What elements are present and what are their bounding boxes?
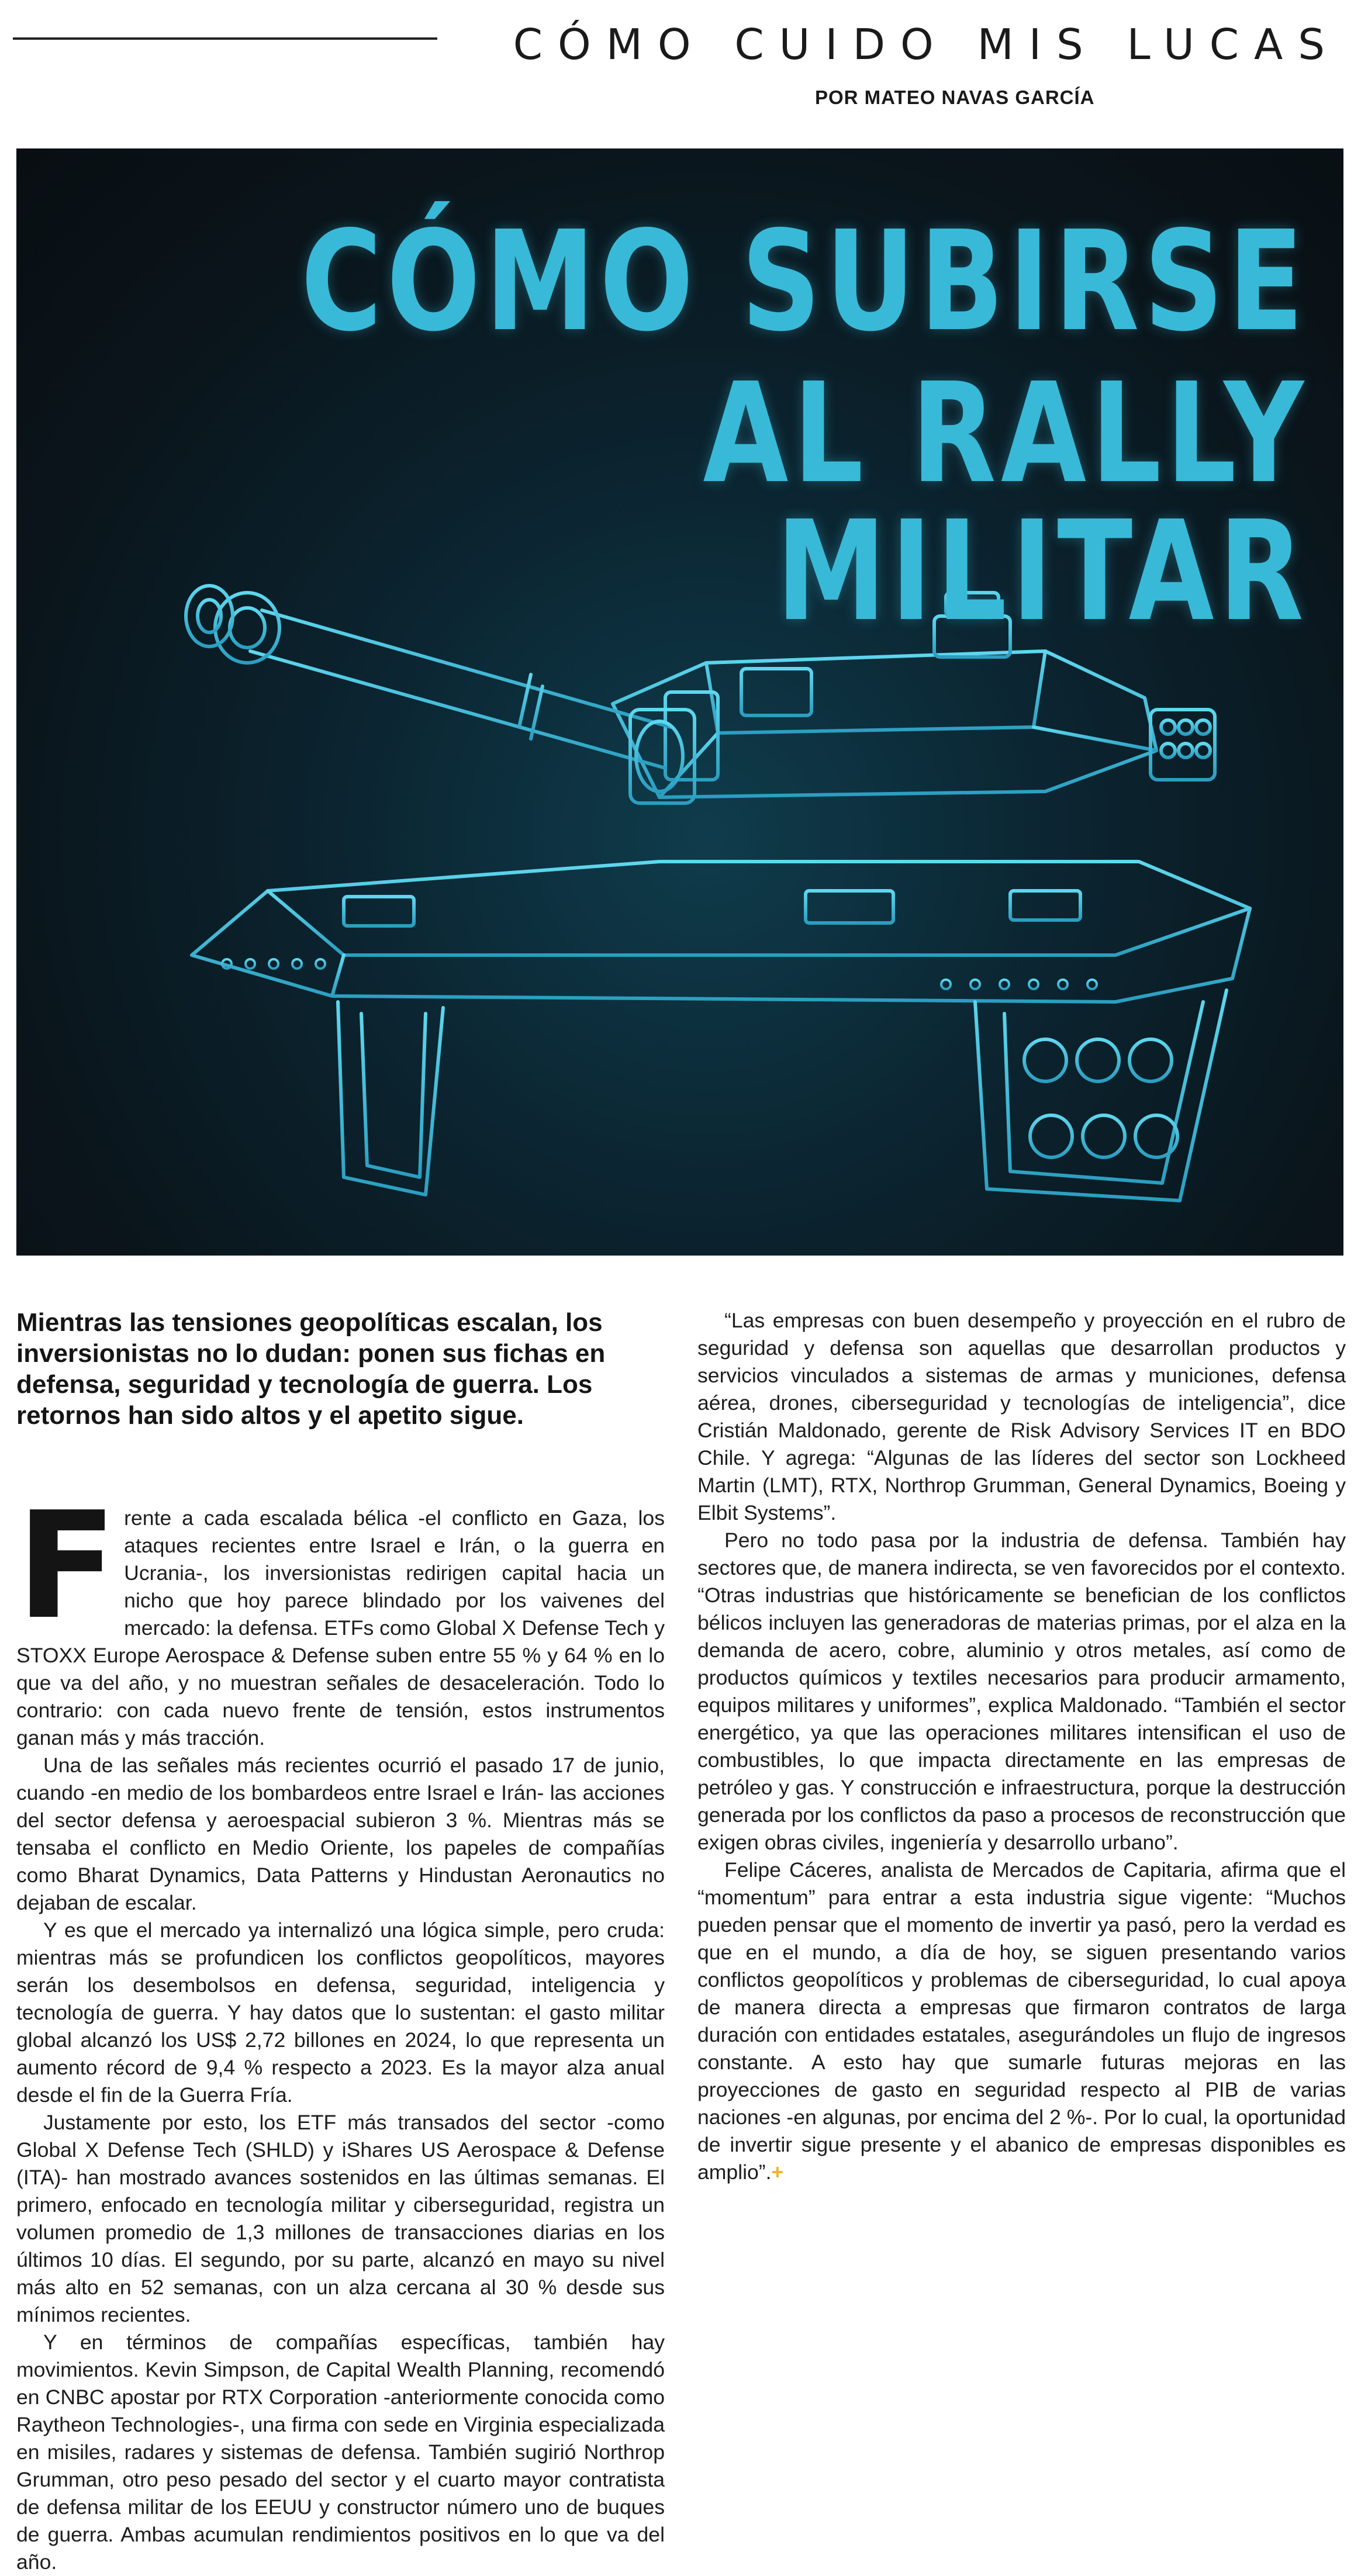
- paragraph-7: Pero no todo pasa por la industria de defensa. También hay sectores que, de manera indirecta, se ven favorecidos por el contexto. “Otras industrias que históricamente se benefician de los conflictos bélicos incluyen las generadoras de materias primas, por el alza en la demanda de acero, cobre, aluminio y otros metales, así como de productos químicos y textiles necesarios para producir armamento, equipos militares y uniformes”, explica Maldonado. “También el sector energético, ya que las operaciones militares intensifican el uso de combustibles, lo que impacta directamente en las empresas de petróleo y gas. Y construcción e infraestructura, porque la destrucción generada por los conflictos da paso a procesos de reconstrucción que exigen obras civiles, ingeniería y desarrollo urbano”.: [697, 1529, 1346, 1854]
- column-right: [697, 1307, 1346, 2499]
- paragraph-4: Justamente por esto, los ETF más transados del sector -como Global X Defense Tech (SHLD) y iShares US Aerospace & Defense (ITA)- han mostrado avances sostenidos en las últimas semanas. El primero, enfocado en tecnología militar y ciberseguridad, registra un volumen promedio de 1,3 millones de transacciones diarias en los últimos 10 días. El segundo, por su parte, alcanzó en mayo su nivel más alto en 52 semanas, con un alza cercana al 30 % desde sus mínimos recientes.: [16, 2111, 665, 2326]
- paragraph-6: “Las empresas con buen desempeño y proyección en el rubro de seguridad y defensa son aquellas que desarrollan productos y servicios vinculados a sistemas de armas y municiones, defensa aérea, drones, ciberseguridad y tecnologías de inteligencia”, dice Cristián Maldonado, gerente de Risk Advisory Services IT en BDO Chile. Y agrega: “Algunas de las líderes del sector son Lockheed Martin (LMT), RTX, Northrop Grumman, General Dynamics, Boeing y Elbit Systems”.: [697, 1309, 1346, 1524]
- article-body: [16, 1307, 1346, 2574]
- paragraph-8: [697, 1856, 1346, 2186]
- hero-image: [16, 148, 1343, 1256]
- paragraph-2: Una de las señales más recientes ocurrió el pasado 17 de junio, cuando -en medio de los bombardeos entre Israel e Irán- las acciones del sector defensa y aeroespacial subieron 3 %. Mientras más se tensaba el conflicto en Medio Oriente, los papeles de compañías como Bharat Dynamics, Data Patterns y Hindustan Aeronautics no dejaban de escalar.: [16, 1754, 665, 1914]
- column-left: [16, 1307, 665, 2574]
- paragraph-8-text: Felipe Cáceres, analista de Mercados de Capitaria, afirma que el “momentum” para entrar a esta industria sigue vigente: “Muchos pueden pensar que el momento de invertir ya pasó, pero la verdad es que en el mundo, a día de hoy, se siguen presentando varios conflictos geopolíticos y problemas de ciberseguridad, lo cual apoya de manera directa a empresas que firmaron contratos de larga duración con entidades estatales, asegurándoles un flujo de ingresos constante. A esto hay que sumarle futuras mejoras en las proyecciones de gasto en seguridad respecto al PIB de varias naciones -en algunas, por encima del 2 %-. Por lo cual, la oportunidad de invertir sigue presente y el abanico de empresas disponibles es amplio”.: [697, 1858, 1346, 2184]
- section-title: CÓMO CUIDO MIS LUCAS: [513, 20, 1340, 69]
- paragraph-1-text: rente a cada escalada bélica -el conflicto en Gaza, los ataques recientes entre Israel e Irán, o la guerra en Ucrania-, los inversionistas redirigen capital hacia un nicho que hoy parece blindado por los vaivenes del mercado: la defensa. ETFs como Global X Defense Tech y STOXX Europe Aerospace & Defense suben entre 55 % y 64 % en lo que va del año, y no muestran señales de desaceleración. Todo lo contrario: con cada nuevo frente de tensión, estos instrumentos ganan más y más tracción.: [16, 1506, 665, 1749]
- paragraph-1: [16, 1481, 665, 1752]
- end-mark: +: [771, 2160, 784, 2184]
- paragraph-3: Y es que el mercado ya internalizó una lógica simple, pero cruda: mientras más se profundicen los conflictos geopolíticos, mayores serán los desembolsos en defensa, seguridad, inteligencia y tecnología de guerra. Y hay datos que lo sustentan: el gasto militar global alcanzó los US$ 2,72 billones en 2024, lo que representa un aumento récord de 9,4 % respecto a 2023. Es la mayor alza anual desde el fin de la Guerra Fría.: [16, 1918, 665, 2107]
- article-deck: Mientras las tensiones geopolíticas escalan, los inversionistas no lo dudan: ponen sus fichas en defensa, seguridad y tecnología de guerra. Los retornos han sido altos y el apetito sigue.: [16, 1308, 606, 1430]
- drop-cap: F: [16, 1481, 118, 1652]
- paragraph-5: Y en términos de compañías específicas, también hay movimientos. Kevin Simpson, de Capital Wealth Planning, recomendó en CNBC apostar por RTX Corporation -anteriormente conocida como Raytheon Technologies-, una firma con sede en Virginia especializada en misiles, radares y sistemas de defensa. También sugirió Northrop Grumman, otro peso pesado del sector y el cuarto mayor contratista de defensa militar de los EEUU y constructor número uno de buques de guerra. Ambas acumulan rendimientos positivos en lo que va del año.: [16, 2330, 665, 2574]
- headline-line-1: CÓMO SUBIRSE: [301, 201, 1308, 362]
- header-rule: [13, 37, 437, 40]
- headline-line-2: AL RALLY MILITAR: [703, 353, 1308, 652]
- byline: POR MATEO NAVAS GARCÍA: [815, 87, 1095, 108]
